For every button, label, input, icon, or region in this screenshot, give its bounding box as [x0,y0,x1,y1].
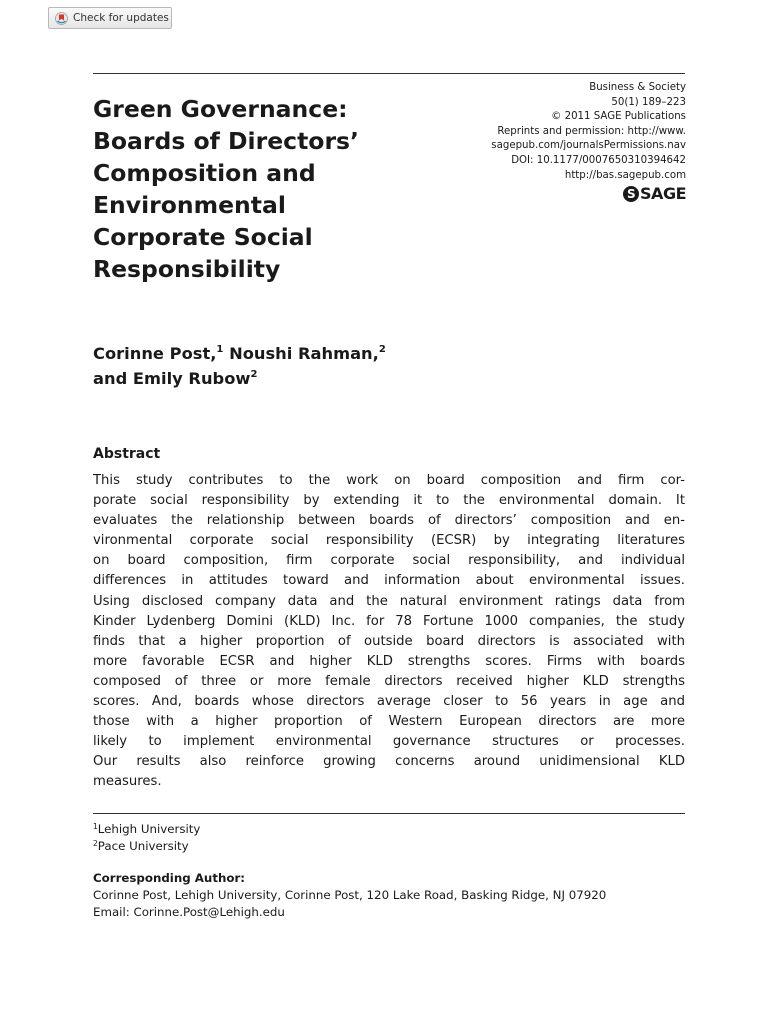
affiliation-name: Lehigh University [97,822,201,836]
author-affil-sup: 1 [216,344,224,355]
sage-logo [623,184,686,203]
article-title [93,93,453,285]
sage-logo-text: SAGE [640,184,686,203]
reprints-link-line2[interactable]: sagepub.com/journalsPermissions.nav [491,140,686,152]
doi-link[interactable]: DOI: 10.1177/0007650310394642 [511,154,686,166]
crossmark-icon [55,12,68,25]
title-line: Green Governance: [93,95,348,123]
reprints-link-line1[interactable]: Reprints and permission: http://www. [497,125,686,137]
abstract-line: likely to implement environmental governance structures or processes. [93,734,685,750]
abstract-line: This study contributes to the work on board composition and firm cor- [93,473,685,488]
corresponding-label: Corresponding Author: [93,871,246,885]
affiliation-item [93,821,200,838]
abstract-line: measures. [93,774,162,790]
affiliations [93,821,200,854]
affiliation-name: Pace University [97,838,189,853]
corresponding-author [93,870,606,921]
journal-volume: 50(1) 189–223 [611,96,686,108]
author-name: and Emily Rubow [93,369,251,388]
check-for-updates-button[interactable] [48,7,172,29]
title-line: Responsibility [93,255,281,283]
abstract-line: on board composition, firm corporate social responsibility, and individual [93,553,685,569]
abstract-body [93,471,685,793]
abstract-line: vironmental corporate social responsibility (ECSR) by integrating literatures [93,533,685,549]
author-line [93,366,386,391]
author-list [93,341,386,391]
top-divider [93,73,685,74]
affiliation-sup: 1 [93,822,98,831]
abstract-line: evaluates the relationship between boards of directors’ composition and en- [93,513,685,529]
sage-s-icon: S [623,186,639,202]
abstract-line: finds that a higher proportion of outside board directors is associated with [93,633,685,649]
title-line: Corporate Social [93,223,313,251]
check-for-updates-label: Check for updates [73,12,169,24]
abstract-line: composed of three or more female directors received higher KLD strengths [93,673,685,689]
author-affil-sup: 2 [250,369,258,380]
abstract-line: Using disclosed company data and the natural environment ratings data from [93,593,685,609]
abstract-heading: Abstract [93,446,161,462]
abstract-line: scores. And, boards whose directors average closer to 56 years in age and [93,694,685,710]
abstract-line: more favorable ECSR and higher KLD strengths scores. Firms with boards [93,653,685,669]
corresponding-email[interactable]: Email: Corinne.Post@Lehigh.edu [93,905,285,919]
journal-name: Business & Society [589,82,686,93]
journal-copyright: © 2011 SAGE Publications [551,111,686,123]
title-line: Environmental [93,191,286,219]
abstract-line: differences in attitudes toward and information about environmental issues. [93,573,685,589]
abstract-line: those with a higher proportion of Western European directors are more [93,714,685,730]
author-affil-sup: 2 [378,344,386,355]
affiliation-sup: 2 [93,838,98,848]
corresponding-address: Corinne Post, Lehigh University, Corinne Post, 120 Lake Road, Basking Ridge, NJ 07920 [93,888,607,902]
author-name: Noushi Rahman, [229,344,379,363]
abstract-line: porate social responsibility by extending it to the environmental domain. It [93,493,685,509]
abstract-line: Our results also reinforce growing concerns around unidimensional KLD [93,754,685,770]
author-name: Corinne Post, [93,344,217,363]
journal-url-link[interactable]: http://bas.sagepub.com [564,169,686,181]
title-line: Boards of Directors’ [93,127,359,155]
abstract-line: Kinder Lydenberg Domini (KLD) Inc. for 78 Fortune 1000 companies, the study [93,613,685,629]
journal-info [406,81,686,183]
title-line: Composition and [93,159,316,187]
author-line [93,341,386,366]
footnote-divider [93,813,685,814]
affiliation-item [93,838,200,855]
